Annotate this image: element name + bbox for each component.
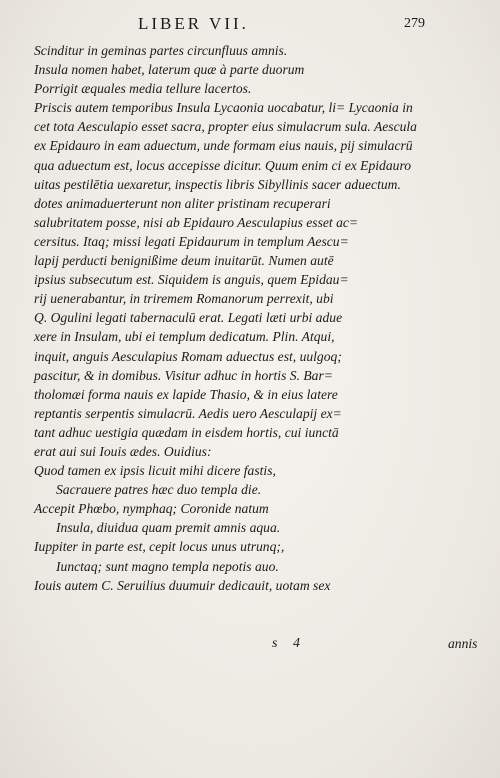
text-line: Scinditur in geminas partes circunfluus amnis. — [34, 43, 288, 58]
catchword: annis — [448, 636, 478, 651]
verse-line: Iuppiter in parte est, cepit locus unus utrunq;, — [34, 539, 285, 555]
text-line: Q. Ogulini legati tabernaculū erat. Legati læti urbi adue — [34, 310, 343, 326]
text-line: salubritatem posse, nisi ab Epidauro Aesculapius esset ac= — [34, 214, 359, 230]
text-line: dotes animaduerterunt non aliter pristinam recuperari — [34, 195, 331, 211]
text-line: lapij perducti benignißime deum inuitarūt. Numen autē — [34, 253, 334, 269]
page-footer — [0, 636, 500, 656]
text-line: Insula nomen habet, laterum quæ à parte duorum — [34, 62, 305, 78]
text-line: uitas pestilētia uexaretur, inspectis libris Sibyllinis sacer aduectum. — [34, 176, 401, 192]
text-line: erat aui sui Iouis ædes. Ouidius: — [34, 443, 212, 459]
body-text — [34, 41, 486, 595]
text-line: rij uenerabantur, in triremem Romanorum perrexit, ubi — [34, 291, 334, 307]
text-line: ipsius subsecutum est. Siquidem is anguis, quem Epidau= — [34, 272, 349, 288]
text-line: cersitus. Itaq; missi legati Epidaurum in templum Aescu= — [34, 233, 349, 249]
text-line: pascitur, & in domibus. Visitur adhuc in hortis S. Bar= — [34, 367, 333, 383]
text-line: ex Epidauro in eam aduectum, unde formam eius nauis, pij simulacrū — [34, 138, 413, 154]
verse-line: Insula, diuidua quam premit amnis aqua. — [56, 520, 281, 536]
text-line: xere in Insulam, ubi ei templum dedicatum. Plin. Atqui, — [34, 329, 335, 345]
text-line: inquit, anguis Aesculapius Romam aduectus est, uulgoq; — [34, 348, 342, 364]
text-line: tholomæi forma nauis ex lapide Thasio, & in eius latere — [34, 386, 338, 402]
signature-mark: s 4 — [272, 636, 306, 651]
text-line: cet tota Aesculapio esset sacra, propter eius simulacrum sula. Aescula — [34, 119, 417, 135]
text-line: Iouis autem C. Seruilius duumuir dedicauit, uotam sex — [34, 577, 331, 593]
text-line: Priscis autem temporibus Insula Lycaonia uocabatur, li= Lycaonia in — [34, 100, 413, 116]
folio-number: 279 — [404, 16, 425, 31]
text-line: tant adhuc uestigia quædam in eisdem hortis, cui iunctā — [34, 424, 339, 440]
verse-line: Accepit Phœbo, nymphaq; Coronide natum — [34, 501, 269, 517]
page-header — [0, 14, 500, 38]
text-line: Porrigit æquales media tellure lacertos. — [34, 81, 252, 97]
text-line: qua aduectum est, locus accepisse dicitur. Quum enim ci ex Epidauro — [34, 157, 412, 173]
text-line: reptantis serpentis simulacrū. Aedis uero Aesculapij ex= — [34, 405, 342, 421]
verse-line: Iunctaq; sunt magno templa nepotis auo. — [56, 558, 279, 574]
running-title: LIBER VII. — [138, 14, 249, 33]
verse-line: Quod tamen ex ipsis licuit mihi dicere fastis, — [34, 463, 276, 479]
verse-line: Sacrauere patres hæc duo templa die. — [56, 482, 262, 498]
